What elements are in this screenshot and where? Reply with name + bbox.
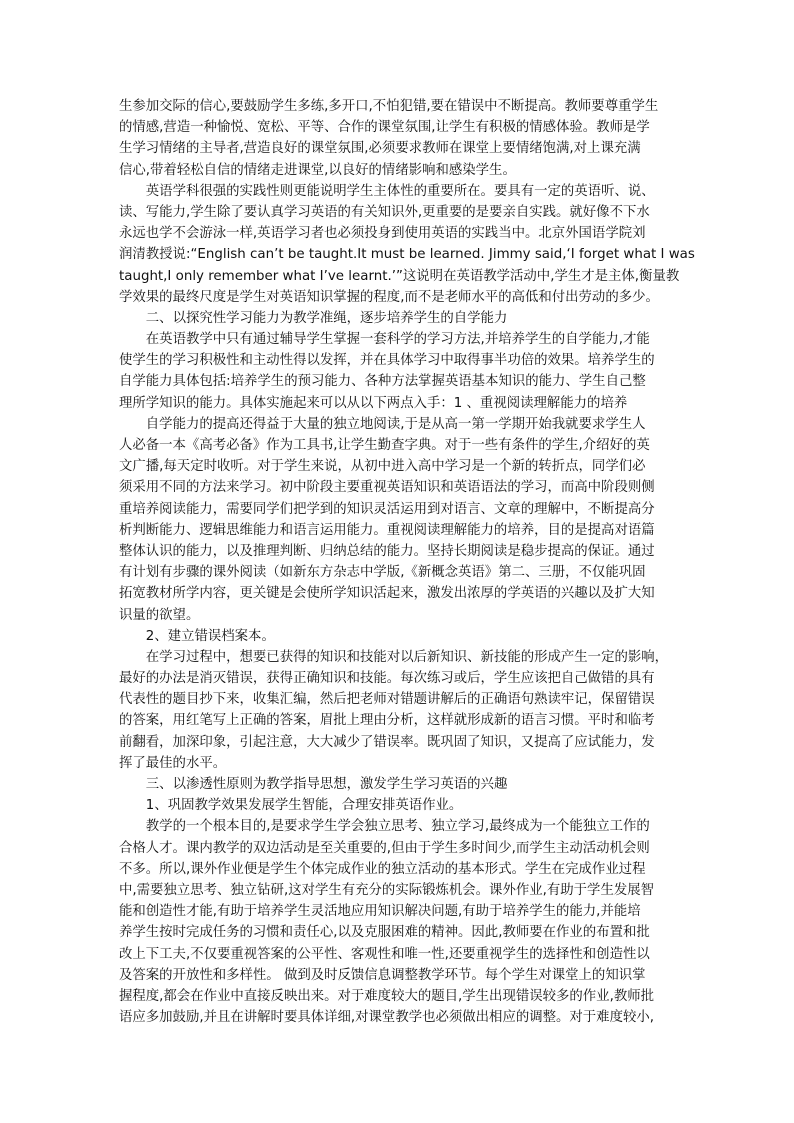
text-line: 教学的一个根本目的,是要求学生学会独立思考、独立学习,最终成为一个能独立工作的: [145, 819, 650, 835]
text-line: 代表性的题目抄下来，收集汇编，然后把老师对错题讲解后的正确语句熟读牢记，保留错误: [119, 692, 655, 708]
text-line: 的情感,营造一种愉悦、宽松、平等、合作的课堂氛围,让学生有积极的情感体验。教师是学: [119, 120, 650, 136]
text-line: 在学习过程中，想要已获得的知识和技能对以后新知识、新技能的形成产生一定的影响，: [145, 649, 669, 665]
text-line: 不多。所以,课外作业便是学生个体完成作业的独立活动的基本形式。学生在完成作业过程: [119, 861, 646, 877]
text-line: 永远也学不会游泳一样,英语学习者也必须投身到使用英语的实践当中。北京外国语学院刘: [119, 226, 646, 242]
text-line: 英语学科很强的实践性则更能说明学生主体性的重要所在。要具有一定的英语听、说、: [145, 183, 655, 199]
text-line: 自学能力的提高还得益于大量的独立地阅读,于是从高一第一学期开始我就要求学生人: [145, 416, 646, 432]
text-line: 析判断能力、逻辑思维能力和语言运用能力。重视阅读理解能力的培养，目的是提高对语篇: [119, 522, 655, 538]
text-line: 前翻看，加深印象，引起注意，大大减少了错误率。既巩固了知识，又提高了应试能力，发: [119, 734, 655, 750]
text-line: 合格人才。课内教学的双边活动是至关重要的,但由于学生多时间少,而学生主动活动机会则: [119, 840, 650, 856]
text-line: 理所学知识的能力。具体实施起来可以从以下两点入手：1 、重视阅读理解能力的培养: [119, 395, 628, 411]
text-line: 人必备一本《高考必备》作为工具书,让学生勤查字典。对于一些有条件的学生,介绍好的英: [119, 438, 650, 453]
text-line: 拓宽教材所学内容，更关键是会使所学知识活起来，激发出浓厚的学英语的兴趣以及扩大知: [119, 586, 655, 602]
text-line: 及答案的开放性和多样性。 做到及时反馈信息调整教学环节。每个学生对课堂上的知识掌: [119, 967, 646, 983]
text-line: 文广播,每天定时收听。对于学生来说，从初中进入高中学习是一个新的转折点，同学们必: [119, 459, 646, 475]
text-line: 握程度,都会在作业中直接反映出来。对于难度较大的题目,学生出现错误较多的作业,教师批: [119, 988, 655, 1004]
text-line: 中,需要独立思考、独立钻研,这对学生有充分的实际锻炼机会。课外作业,有助于学生发展智: [119, 882, 655, 898]
text-line: 改上下工夫,不仅要重视答案的公平性、客观性和唯一性,还要重视学生的选择性和创造性以: [119, 946, 650, 962]
text-line: 识量的欲望。: [119, 607, 200, 623]
text-line: 挥了最佳的水平。: [119, 755, 227, 771]
text-line: 学效果的最终尺度是学生对英语知识掌握的程度,而不是老师水平的高低和付出劳动的多少。: [119, 289, 659, 305]
text-line: 润清教授说:“English can’t be taught.It must be learned. Jimmy said,‘I forget what I was: [119, 247, 695, 263]
section-heading: 二、以探究性学习能力为教学准绳，逐步培养学生的自学能力: [145, 310, 508, 326]
text-line: 最好的办法是消灭错误，获得正确知识和技能。每次练习或后，学生应该把自己做错的具有: [119, 671, 655, 687]
text-line: 使学生的学习积极性和主动性得以发挥，并在具体学习中取得事半功倍的效果。培养学生的: [119, 353, 655, 369]
text-line: 语应多加鼓励,并且在讲解时要具体详细,对课堂教学也必须做出相应的调整。对于难度较小,: [119, 1010, 655, 1026]
text-line: 养学生按时完成任务的习惯和责任心,以及克服困难的精神。因此,教师要在作业的布置和批: [119, 925, 650, 941]
text-line: 生参加交际的信心,要鼓励学生多练,多开口,不怕犯错,要在错误中不断提高。教师要尊重学生: [119, 99, 659, 114]
text-line: 在英语教学中只有通过辅导学生掌握一套科学的学习方法,并培养学生的自学能力,才能: [145, 332, 650, 348]
document-body: [119, 96, 695, 1028]
text-line: 读、写能力,学生除了要认真学习英语的有关知识外,更重要的是要亲自实践。就好像不下水: [119, 204, 650, 220]
text-line: 的答案，用红笔写上正确的答案，眉批上理由分析，这样就形成新的语言习惯。平时和临考: [119, 713, 655, 729]
text-line: 能和创造性才能,有助于培养学生灵活地应用知识解决问题,有助于培养学生的能力,并能培: [119, 904, 641, 920]
text-line: 重培养阅读能力，需要同学们把学到的知识灵活运用到对语言、文章的理解中，不断提高分: [119, 501, 655, 517]
text-line: 须采用不同的方法来学习。初中阶段主要重视英语知识和英语语法的学习，而高中阶段则侧: [119, 480, 655, 496]
text-line: 整体认识的能力，以及推理判断、归纳总结的能力。坚持长期阅读是稳步提高的保证。通过: [119, 543, 655, 559]
text-line: 有计划有步骤的课外阅读（如新东方杂志中学版,《新概念英语》第二、三册，不仅能巩固: [119, 565, 646, 581]
subsection-heading: 1、巩固教学效果发展学生智能，合理安排英语作业。: [145, 798, 463, 814]
text-line: 自学能力具体包括:培养学生的预习能力、各种方法掌握英语基本知识的能力、学生自己整: [119, 374, 646, 390]
section-heading: 三、以渗透性原则为教学指导思想，激发学生学习英语的兴趣: [145, 777, 508, 792]
text-line: 生学习情绪的主导者,营造良好的课堂氛围,必须要求教师在课堂上要情绪饱满,对上课充满: [119, 141, 641, 157]
subsection-heading: 2、建立错误档案本。: [145, 628, 275, 644]
text-line: 信心,带着轻松自信的情绪走进课堂,以良好的情绪影响和感染学生。: [119, 162, 516, 178]
text-line: taught,I only remember what I’ve learnt.’”这说明在英语教学活动中,学生才是主体,衡量教: [119, 268, 680, 284]
